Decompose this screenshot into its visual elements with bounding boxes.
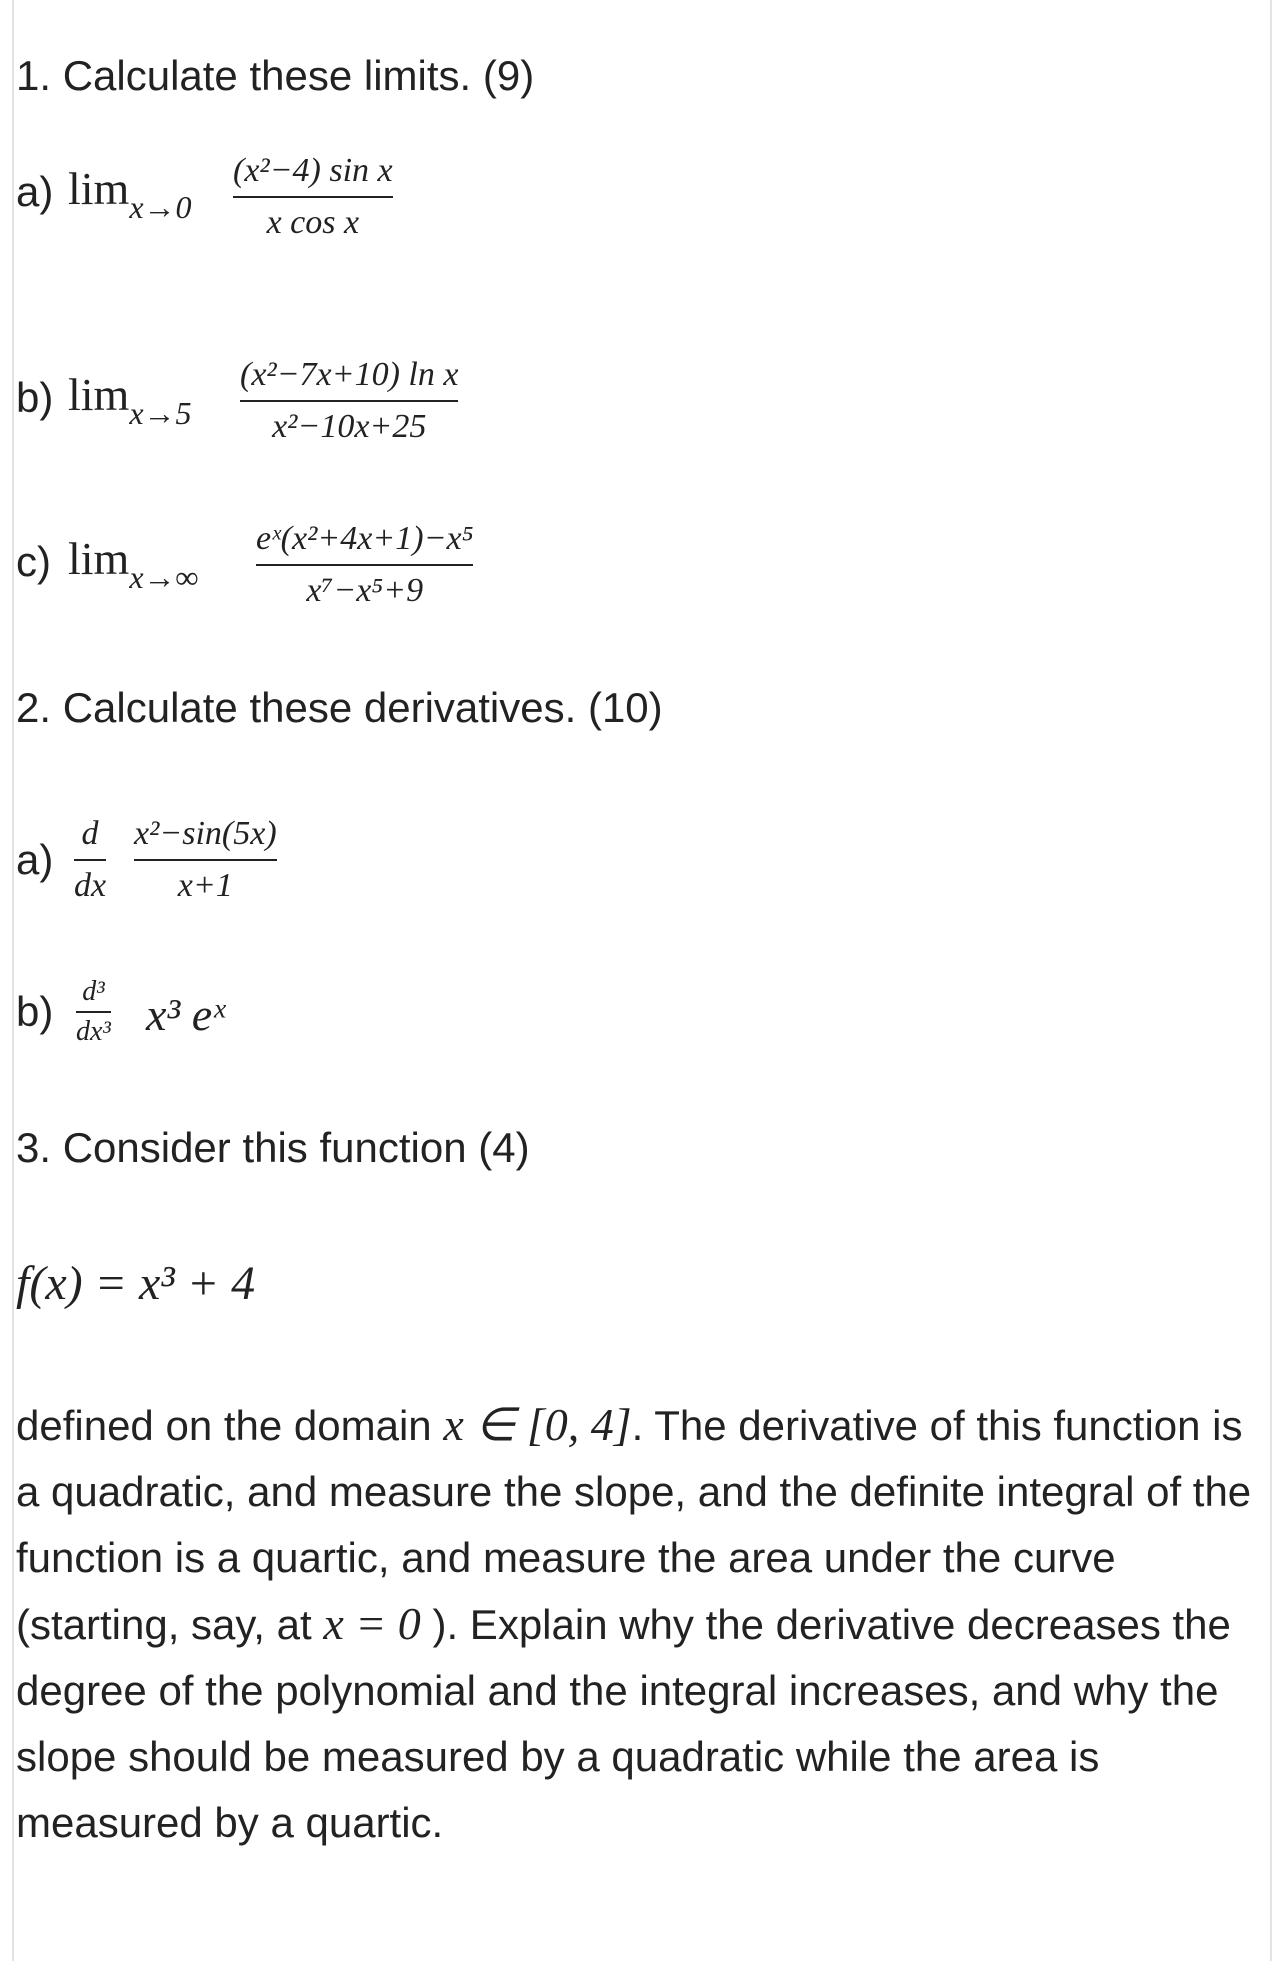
q1c-numerator: eˣ(x²+4x+1)−x⁵ bbox=[256, 520, 474, 557]
q3-heading: 3. Consider this function (4) bbox=[16, 1124, 530, 1171]
q2a-op-denominator: dx bbox=[74, 867, 107, 904]
q2a-denominator: x+1 bbox=[177, 867, 233, 904]
q1c-denominator: x⁷−x⁵+9 bbox=[306, 572, 424, 609]
q1c-label: c) bbox=[16, 538, 51, 585]
q1b-fraction bbox=[240, 355, 458, 447]
q1c-lim-sub: x→∞ bbox=[129, 559, 199, 595]
q3-function: f(x) = x³ + 4 bbox=[16, 1257, 256, 1310]
q2b-op-denominator: dx³ bbox=[76, 1016, 111, 1047]
q2a-derivative-operator bbox=[74, 814, 106, 906]
q2a-fraction bbox=[134, 814, 277, 906]
q1a-limit bbox=[68, 162, 192, 225]
q2a-label: a) bbox=[16, 836, 54, 883]
q1a-numerator: (x²−4) sin x bbox=[233, 152, 393, 189]
q1b-numerator: (x²−7x+10) ln x bbox=[240, 356, 459, 393]
q1c-fraction-bar bbox=[256, 564, 473, 566]
q2a-numerator: x²−sin(5x) bbox=[134, 815, 277, 852]
q2a-op-bar bbox=[74, 859, 106, 861]
q1-heading: 1. Calculate these limits. (9) bbox=[16, 52, 535, 99]
q1b-limit bbox=[68, 368, 192, 431]
q1b-lim-sub: x→5 bbox=[129, 395, 192, 431]
q1a-fraction bbox=[233, 151, 393, 243]
q3-text-3: ). Explain why the derivative decreases the degree of the polynomial and the integral increases, and why the slope should be measured by a quadratic while the area is measured by a quartic. bbox=[16, 1601, 1231, 1846]
q1c-lim: lim bbox=[68, 533, 130, 584]
q3-domain: x ∈ [0, 4] bbox=[443, 1399, 632, 1450]
q1b-fraction-bar bbox=[240, 400, 458, 402]
q1a-fraction-bar bbox=[233, 196, 393, 198]
q1a-label: a) bbox=[16, 168, 54, 215]
q3-text-1: defined on the domain bbox=[16, 1402, 444, 1449]
q2b-derivative-operator bbox=[76, 976, 111, 1048]
q2a-fraction-bar bbox=[134, 859, 277, 861]
q1a-lim-sub: x→0 bbox=[129, 189, 192, 225]
q1c-fraction bbox=[256, 519, 473, 611]
q2b-label: b) bbox=[16, 988, 54, 1035]
q3-paragraph bbox=[16, 1392, 1261, 1856]
q2b-expression: x³ eˣ bbox=[146, 989, 226, 1040]
q1a-denominator: x cos x bbox=[266, 204, 360, 241]
q1b-lim: lim bbox=[68, 369, 130, 420]
q3-text-2: . The derivative of this function is a quadratic, and measure the slope, and the definite integral of the function is a quartic, and measure the area under the curve (starting, say, at bbox=[16, 1402, 1252, 1648]
q1c-limit bbox=[68, 532, 199, 595]
q3-start: x = 0 bbox=[323, 1598, 421, 1649]
q1a-lim: lim bbox=[68, 163, 130, 214]
q2-heading: 2. Calculate these derivatives. (10) bbox=[16, 684, 663, 731]
q1b-denominator: x²−10x+25 bbox=[272, 408, 427, 445]
q2b-op-bar bbox=[76, 1011, 111, 1013]
q1b-label: b) bbox=[16, 374, 54, 421]
q2a-op-numerator: d bbox=[81, 815, 99, 852]
q2b-op-numerator: d³ bbox=[82, 976, 105, 1007]
